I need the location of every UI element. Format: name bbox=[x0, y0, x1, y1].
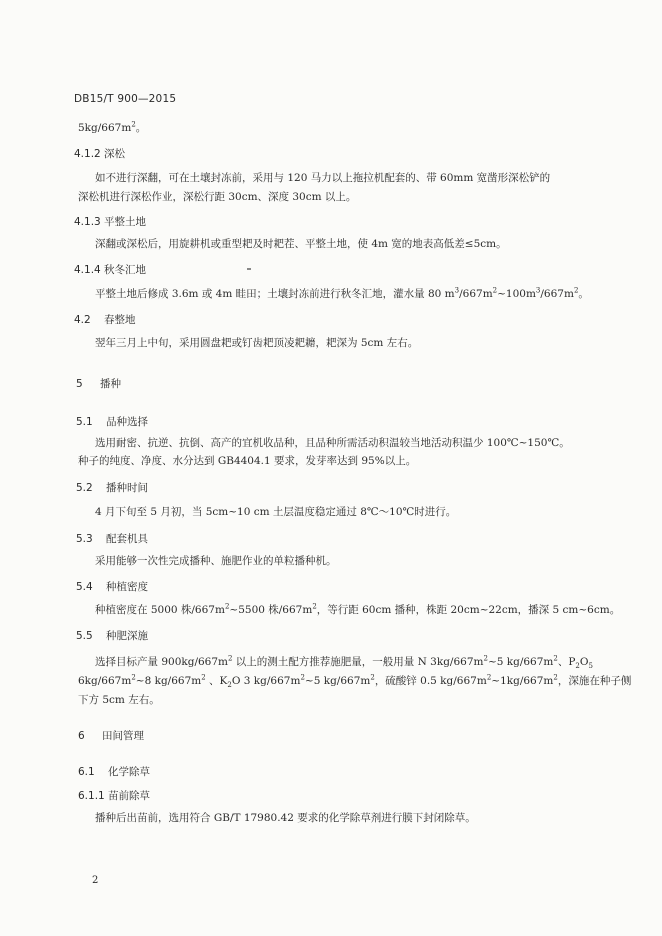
paragraph-4-1-2-line-1: 如不进行深翻，可在土壤封冻前，采用与 120 马力以上拖拉机配套的、带 60mm 宽凿形深松铲的 bbox=[95, 172, 551, 184]
heading-4-2: 4.2 春整地 bbox=[74, 314, 136, 326]
paragraph-5-4: 种植密度在 5000 株$/667m^2\sim 5500$ 株$/667m^2$，等行距 60cm 播种，株距 20cm~22cm，播深 5 cm~6cm。 bbox=[95, 602, 621, 616]
paragraph-5-5-line-2: $6kg/667m^2\sim 8$ $kg/667m^2$ 、$K_2O$ 3 $kg/667m^2\sim 5$ $kg/667m^2$，硫酸锌 0.5 $kg/667m^2\sim 1kg/667m^2$，深施在种子侧 bbox=[78, 673, 632, 690]
paragraph-4-1-2-line-2: 深松机进行深松作业，深松行距 30cm、深度 30cm 以上。 bbox=[78, 191, 357, 203]
heading-4-1-3: 4.1.3 平整土地 bbox=[74, 216, 146, 228]
paragraph-5-2: 4 月下旬至 5 月初，当 5cm~10 cm 土层温度稳定通过 8℃～10℃时进行。 bbox=[95, 506, 457, 518]
heading-5-2: 5.2 播种时间 bbox=[76, 482, 148, 494]
scan-speck bbox=[247, 268, 251, 270]
paragraph-5-5-line-1: 选择目标产量 $900kg/667m^2$ 以上的测土配方推荐施肥量，一般用量 N $3kg/667m^2\sim 5$ $kg/667m^2$、$P_2O_5$ bbox=[95, 654, 593, 671]
paragraph-5-5-line-3: 下方 5cm 左右。 bbox=[78, 694, 160, 706]
heading-5-1: 5.1 品种选择 bbox=[76, 416, 148, 428]
heading-5-5: 5.5 种肥深施 bbox=[76, 630, 148, 642]
heading-5-4: 5.4 种植密度 bbox=[76, 581, 148, 593]
paragraph-4-2: 翌年三月上中旬，采用圆盘耙或钉齿耙顶凌耙耱，耙深为 5cm 左右。 bbox=[95, 337, 419, 349]
paragraph-5-1-line-1: 选用耐密、抗逆、抗倒、高产的宜机收品种，且品种所需活动积温较当地活动积温少 100℃~150℃。 bbox=[95, 437, 570, 449]
heading-5: 5 播种 bbox=[76, 378, 121, 390]
paragraph-6-1-1: 播种后出苗前，选用符合 GB/T 17980.42 要求的化学除草剂进行膜下封闭除草。 bbox=[95, 812, 476, 824]
heading-4-1-4: 4.1.4 秋冬汇地 bbox=[74, 264, 146, 276]
carry-over-line: $5kg/667m^2$。 bbox=[78, 120, 147, 134]
heading-6-1-1: 6.1.1 苗前除草 bbox=[78, 790, 150, 802]
paragraph-4-1-4: 平整土地后修成 3.6m 或 4m 畦田；土壤封冻前进行秋冬汇地，灌水量 80 $m^3/667m^2\sim 100m^3/667m^2$。 bbox=[95, 286, 589, 300]
heading-4-1-2: 4.1.2 深松 bbox=[74, 148, 125, 160]
page-number: 2 bbox=[92, 875, 99, 886]
paragraph-5-1-line-2: 种子的纯度、净度、水分达到 GB4404.1 要求，发芽率达到 95%以上。 bbox=[78, 455, 417, 467]
heading-5-3: 5.3 配套机具 bbox=[76, 533, 148, 545]
heading-6-1: 6.1 化学除草 bbox=[78, 766, 150, 778]
heading-6: 6 田间管理 bbox=[78, 730, 144, 742]
paragraph-5-3: 采用能够一次性完成播种、施肥作业的单粒播种机。 bbox=[95, 555, 337, 567]
paragraph-4-1-3: 深翻或深松后，用旋耕机或重型耙及时耙茬、平整土地，使 4m 宽的地表高低差≤5cm。 bbox=[95, 238, 507, 250]
standard-code: DB15/T 900—2015 bbox=[74, 93, 177, 105]
